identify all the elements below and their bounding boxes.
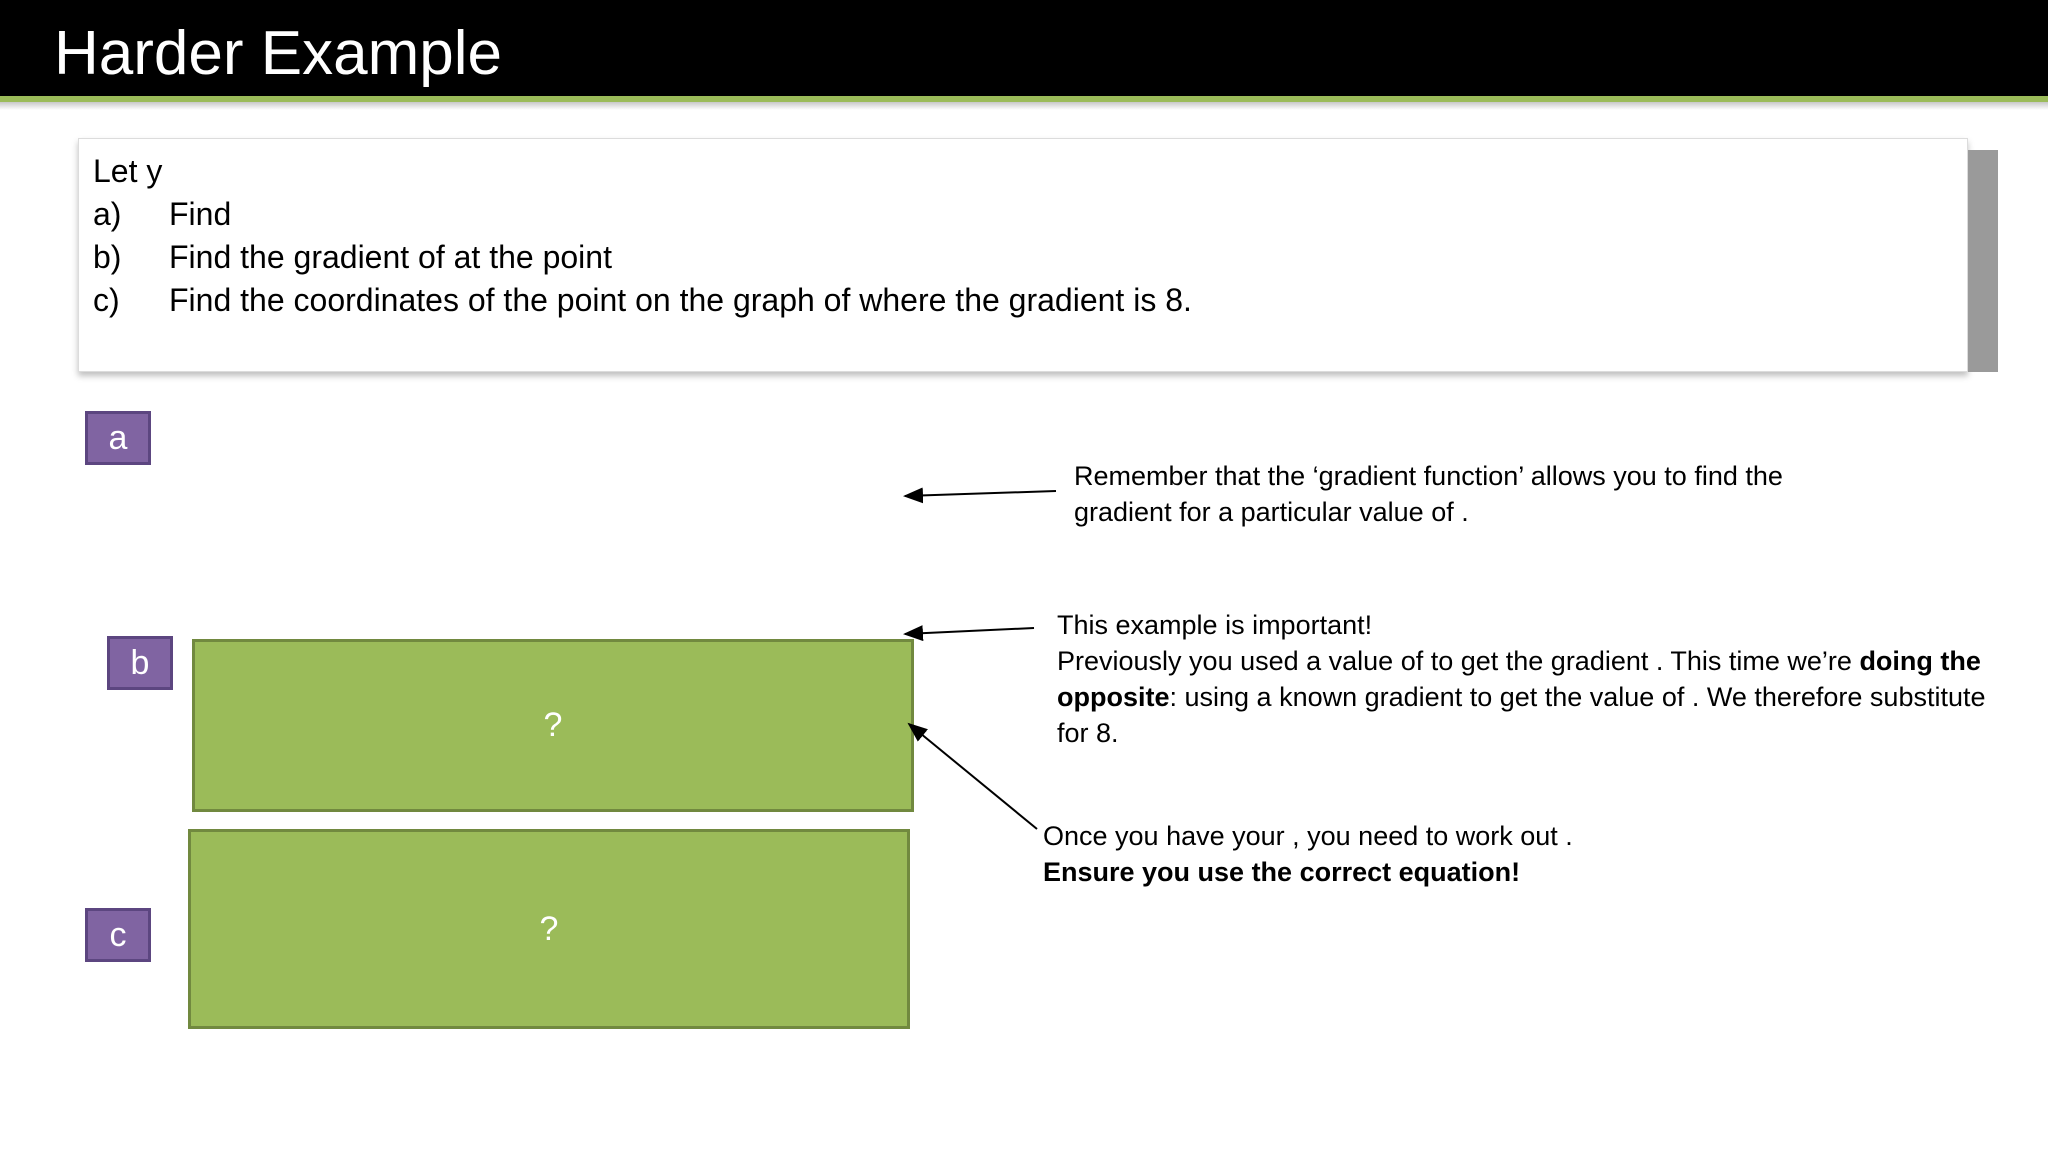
answer-placeholder: ? xyxy=(539,909,559,948)
arrow-note-c xyxy=(909,724,1037,829)
note-b-bold: doing the xyxy=(1859,646,1981,676)
part-letter: c) xyxy=(93,282,120,318)
part-text: Find xyxy=(169,196,232,232)
question-intro: Let y xyxy=(93,153,163,189)
note-b-text: Previously you used a value of to get the gradient . This time we’re xyxy=(1057,646,1860,676)
arrow-note-b xyxy=(905,628,1034,634)
note-b-line4: for 8. xyxy=(1057,718,1119,748)
part-text: Find the gradient of at the point xyxy=(169,239,612,275)
part-letter: b) xyxy=(93,239,122,275)
note-a-line1: Remember that the ‘gradient function’ allows you to find the xyxy=(1074,461,1783,491)
part-letter: a) xyxy=(93,196,122,232)
part-text: Find the coordinates of the point on the graph of where the gradient is 8. xyxy=(169,282,1192,318)
note-a-line2: gradient for a particular value of . xyxy=(1074,497,1469,527)
note-b-bold: opposite xyxy=(1057,682,1170,712)
note-b-text: : using a known gradient to get the value of . We therefore substitute xyxy=(1169,682,1986,712)
note-c-bold: Ensure you use the correct equation! xyxy=(1043,857,1521,887)
note-b-line1: This example is important! xyxy=(1057,610,1373,640)
label-c: c xyxy=(85,908,151,962)
answer-placeholder: ? xyxy=(543,706,563,744)
arrow-note-a xyxy=(905,491,1056,496)
note-c-line1: Once you have your , you need to work out . xyxy=(1043,821,1573,851)
label-a: a xyxy=(85,411,151,465)
slide-title: Harder Example xyxy=(54,19,502,88)
label-b: b xyxy=(107,636,173,690)
